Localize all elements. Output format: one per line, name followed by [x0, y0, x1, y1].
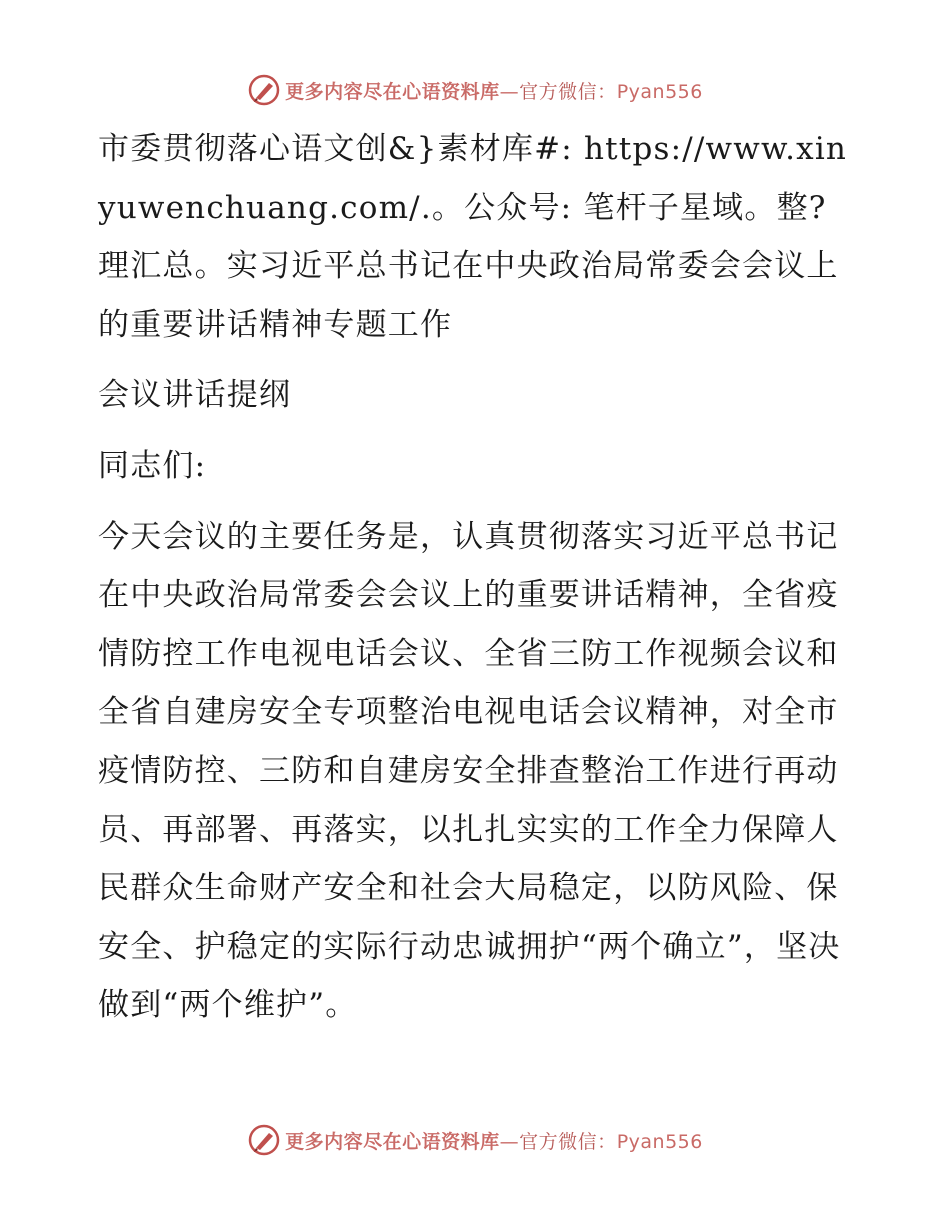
banner-text: [285, 1127, 703, 1154]
footer-banner: [0, 1120, 950, 1160]
paragraph-body: 今天会议的主要任务是，认真贯彻落实习近平总书记在中央政治局常委会会议上的重要讲话精神，全省疫情防控工作电视电话会议、全省三防工作视频会议和全省自建房安全专项整治电视电话会议精神，对全市疫情防控、三防和自建房安全排查整治工作进行再动员、再部署、再落实，以扎扎实实的工作全力保障人民群众生命财产安全和社会大局稳定，以防风险、保安全、护稳定的实际行动忠诚拥护“两个确立”，坚决做到“两个维护”。: [98, 518, 841, 1024]
banner-dash: —: [499, 80, 520, 103]
banner-official: 官方微信：: [519, 80, 617, 103]
banner-account: Pyan556: [616, 1130, 703, 1153]
paragraph-subtitle: 会议讲话提纲: [98, 377, 292, 414]
pen-logo-icon: [247, 1123, 281, 1157]
document-body: [98, 120, 858, 1035]
paragraph-title: 市委贯彻落心语文创&}素材库#: https://www.xinyuwenchuang.com/.。公众号: 笔杆子星域。整?理汇总。实习近平总书记在中央政治局常委会会议上的重要讲话精神专题工作: [98, 131, 848, 343]
banner-official: 官方微信：: [519, 1130, 617, 1153]
banner-text: [285, 77, 703, 104]
banner-brand: 更多内容尽在心语资料库: [285, 1130, 500, 1153]
banner-brand: 更多内容尽在心语资料库: [285, 80, 500, 103]
banner-account: Pyan556: [616, 80, 703, 103]
banner-dash: —: [499, 1130, 520, 1153]
paragraph-salutation: 同志们:: [98, 447, 207, 484]
header-banner: [0, 70, 950, 110]
pen-logo-icon: [247, 73, 281, 107]
